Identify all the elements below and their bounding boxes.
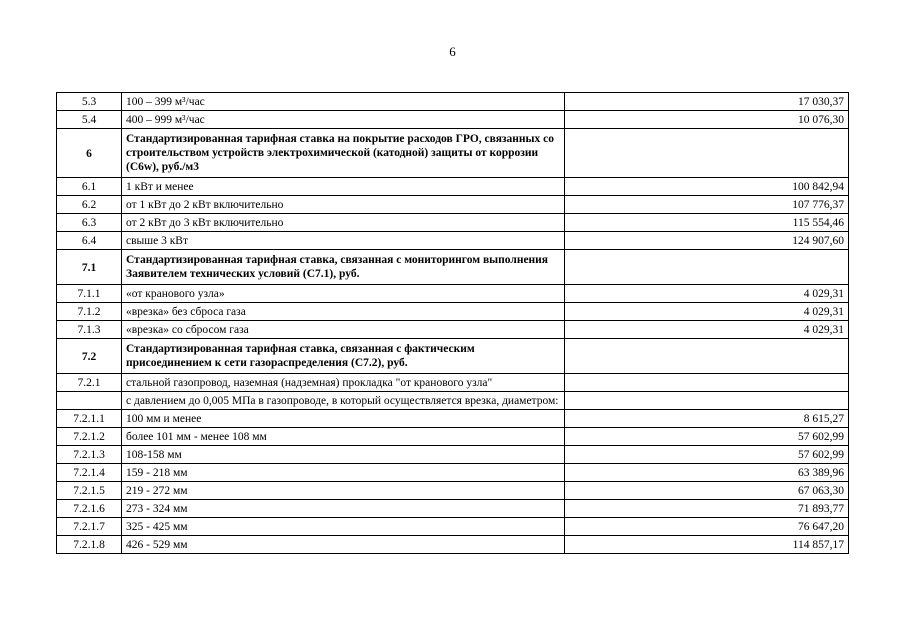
row-number: 6.4 bbox=[57, 232, 122, 250]
row-value: 71 893,77 bbox=[565, 500, 849, 518]
row-description: Стандартизированная тарифная ставка, связанная с мониторингом выполнения Заявителем технических условий (С7.1), руб. bbox=[122, 250, 565, 285]
row-number: 7.2.1.7 bbox=[57, 518, 122, 536]
row-description: стальной газопровод, наземная (надземная) прокладка "от кранового узла" bbox=[122, 374, 565, 392]
row-value: 57 602,99 bbox=[565, 428, 849, 446]
table-row bbox=[57, 482, 849, 500]
row-value: 57 602,99 bbox=[565, 446, 849, 464]
table-row bbox=[57, 111, 849, 129]
row-value: 124 907,60 bbox=[565, 232, 849, 250]
row-number: 7.2 bbox=[57, 339, 122, 374]
row-number: 7.2.1.2 bbox=[57, 428, 122, 446]
row-value: 114 857,17 bbox=[565, 536, 849, 554]
row-description: 100 – 399 м³/час bbox=[122, 93, 565, 111]
row-value: 76 647,20 bbox=[565, 518, 849, 536]
row-value: 8 615,27 bbox=[565, 410, 849, 428]
row-value bbox=[565, 250, 849, 285]
row-number: 6 bbox=[57, 129, 122, 178]
table-row bbox=[57, 374, 849, 392]
row-description: 1 кВт и менее bbox=[122, 178, 565, 196]
row-number: 7.2.1.6 bbox=[57, 500, 122, 518]
row-value: 4 029,31 bbox=[565, 303, 849, 321]
row-value: 17 030,37 bbox=[565, 93, 849, 111]
row-number: 7.2.1.1 bbox=[57, 410, 122, 428]
table-row bbox=[57, 428, 849, 446]
row-number: 6.2 bbox=[57, 196, 122, 214]
table-row bbox=[57, 339, 849, 374]
row-description: 100 мм и менее bbox=[122, 410, 565, 428]
row-number: 7.2.1.5 bbox=[57, 482, 122, 500]
row-value: 100 842,94 bbox=[565, 178, 849, 196]
row-value: 4 029,31 bbox=[565, 285, 849, 303]
row-number: 7.2.1.8 bbox=[57, 536, 122, 554]
row-value: 63 389,96 bbox=[565, 464, 849, 482]
row-value bbox=[565, 374, 849, 392]
row-number bbox=[57, 392, 122, 410]
table-row bbox=[57, 178, 849, 196]
table-row bbox=[57, 93, 849, 111]
table-row bbox=[57, 464, 849, 482]
row-number: 7.2.1.4 bbox=[57, 464, 122, 482]
row-number: 7.2.1.3 bbox=[57, 446, 122, 464]
row-value bbox=[565, 339, 849, 374]
table-row bbox=[57, 232, 849, 250]
row-description: свыше 3 кВт bbox=[122, 232, 565, 250]
table-row bbox=[57, 196, 849, 214]
row-value: 4 029,31 bbox=[565, 321, 849, 339]
table-row bbox=[57, 410, 849, 428]
row-value bbox=[565, 129, 849, 178]
table-row bbox=[57, 518, 849, 536]
page-number: 6 bbox=[449, 44, 456, 59]
row-description: 219 - 272 мм bbox=[122, 482, 565, 500]
row-number: 5.3 bbox=[57, 93, 122, 111]
table-row bbox=[57, 303, 849, 321]
row-number: 7.1.1 bbox=[57, 285, 122, 303]
row-number: 7.1 bbox=[57, 250, 122, 285]
row-value: 67 063,30 bbox=[565, 482, 849, 500]
row-value: 107 776,37 bbox=[565, 196, 849, 214]
row-description: «врезка» со сбросом газа bbox=[122, 321, 565, 339]
row-description: Стандартизированная тарифная ставка на покрытие расходов ГРО, связанных со строительством устройств электрохимической (катодной) защиты от коррозии (С6w), руб./м3 bbox=[122, 129, 565, 178]
row-value: 115 554,46 bbox=[565, 214, 849, 232]
row-description: от 1 кВт до 2 кВт включительно bbox=[122, 196, 565, 214]
row-description: 159 - 218 мм bbox=[122, 464, 565, 482]
table-row bbox=[57, 500, 849, 518]
table-row bbox=[57, 250, 849, 285]
row-value bbox=[565, 392, 849, 410]
row-description: 400 – 999 м³/час bbox=[122, 111, 565, 129]
table-row bbox=[57, 285, 849, 303]
row-description: «от кранового узла» bbox=[122, 285, 565, 303]
table-row bbox=[57, 446, 849, 464]
row-description: 426 - 529 мм bbox=[122, 536, 565, 554]
table-row bbox=[57, 129, 849, 178]
row-number: 5.4 bbox=[57, 111, 122, 129]
row-number: 7.1.3 bbox=[57, 321, 122, 339]
row-description: 108-158 мм bbox=[122, 446, 565, 464]
row-number: 7.2.1 bbox=[57, 374, 122, 392]
row-description: с давлением до 0,005 МПа в газопроводе, в который осуществляется врезка, диаметром: bbox=[122, 392, 565, 410]
row-value: 10 076,30 bbox=[565, 111, 849, 129]
tariff-table bbox=[56, 92, 849, 554]
row-number: 6.3 bbox=[57, 214, 122, 232]
row-description: Стандартизированная тарифная ставка, связанная с фактическим присоединением к сети газораспределения (С7.2), руб. bbox=[122, 339, 565, 374]
row-number: 7.1.2 bbox=[57, 303, 122, 321]
table-row bbox=[57, 392, 849, 410]
row-number: 6.1 bbox=[57, 178, 122, 196]
row-description: «врезка» без сброса газа bbox=[122, 303, 565, 321]
table-row bbox=[57, 321, 849, 339]
table-row bbox=[57, 214, 849, 232]
row-description: более 101 мм - менее 108 мм bbox=[122, 428, 565, 446]
row-description: от 2 кВт до 3 кВт включительно bbox=[122, 214, 565, 232]
row-description: 273 - 324 мм bbox=[122, 500, 565, 518]
table-row bbox=[57, 536, 849, 554]
row-description: 325 - 425 мм bbox=[122, 518, 565, 536]
